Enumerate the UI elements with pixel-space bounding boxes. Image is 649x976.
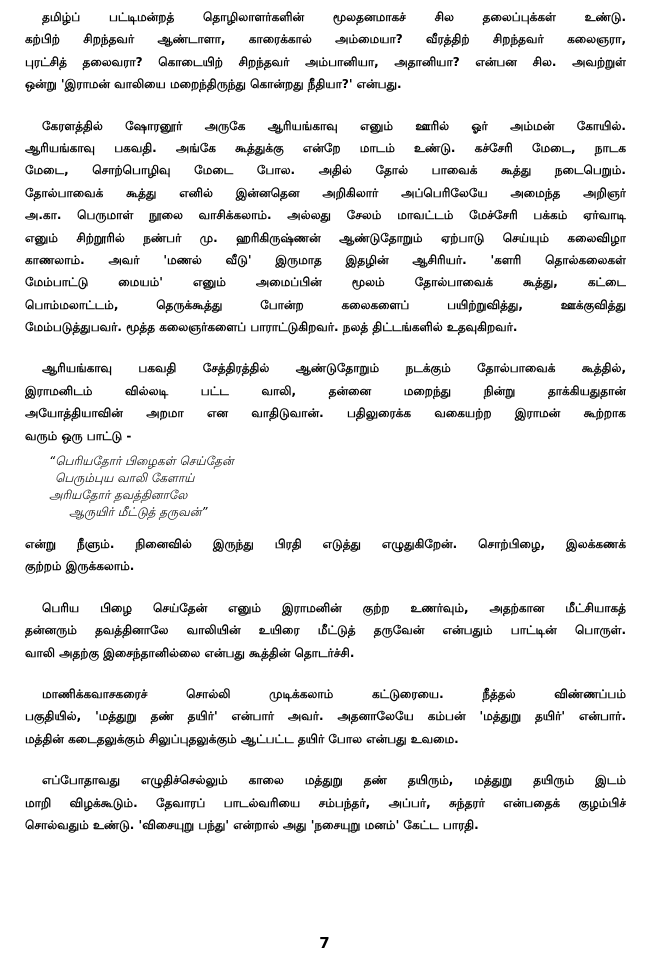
text-line: சொல்வதும் உண்டு. 'விசையுறு பந்து' என்றால் அது 'நசையுறு மனம்' கேட்ட பாரதி.	[25, 817, 479, 832]
text-line: கேரளத்தில் ஷோரனூர் அருகே ஆரியங்காவு எனும் ஊரில் ஓர் அம்மன் கோயில்.	[42, 118, 626, 133]
text-line: அ.கா. பெருமாள் நூலை வாசிக்கலாம். அல்லது சேலம் மாவட்டம் மேச்சேரி பக்கம் ஏர்வாடி	[25, 208, 626, 223]
poem-line: பெரும்புய வாலி கேளாய்	[55, 471, 195, 486]
text-line: காணலாம். அவர் 'மணல் வீடு' இருமாத இதழின் ஆசிரியர். 'களரி தொல்கலைகள்	[25, 252, 626, 267]
text-line: மாணிக்கவாசகரைச் சொல்லி முடிக்கலாம் கட்டுரையை. நீத்தல் விண்ணப்பம்	[42, 686, 626, 701]
text-line: வாலி அதற்கு இசைந்தானில்லை என்பது கூத்தின் தொடர்ச்சி.	[25, 645, 355, 660]
text-line: பொம்மலாட்டம், தெருக்கூத்து போன்ற கலைகளைப் பயிற்றுவித்து, ஊக்குவித்து	[25, 297, 626, 312]
text-line: மாறி விழக்கூடும். தேவாரப் பாடல்வரியை சம்பந்தர், அப்பர், சுந்தரர் என்பதைக் குழம்பிச்	[25, 795, 626, 810]
text-line: புரட்சித் தலைவரா? கொடையிற் சிறந்தவர் அம்பானியா, அதானியா? என்பன சில. அவற்றுள்	[25, 54, 626, 69]
page-body	[25, 6, 626, 855]
poem-line: அரியதோர் தவத்தினாலே	[49, 488, 188, 503]
text-line: எப்போதாவது எழுதிச்செல்லும் காலை மத்துறு தண் தயிரும், மத்துறு தயிரும் இடம்	[42, 773, 626, 788]
paragraph-5	[25, 597, 626, 664]
poem-line: ஆருயிர் மீட்டுத் தருவன்”	[69, 505, 208, 520]
paragraph-7	[25, 769, 626, 836]
text-line: எனும் சிற்றூரில் நண்பர் மு. ஹரிகிருஷ்ணன் ஆண்டுதோறும் ஏற்பாடு செய்யும் கலைவிழா	[25, 230, 626, 245]
text-line: தமிழ்ப் பட்டிமன்றத் தொழிலாளர்களின் மூலதனமாகச் சில தலைப்புக்கள் உண்டு.	[42, 10, 626, 24]
text-line: ஆரியங்காவு பகவதி சேத்திரத்தில் ஆண்டுதோறும் நடக்கும் தோல்பாவைக் கூத்தில்,	[42, 361, 626, 376]
text-line: மத்தின் கடைதலுக்கும் சிலுப்புதலுக்கும் ஆட்பட்ட தயிர் போல என்பது உவமை.	[25, 731, 459, 746]
page-number: 7	[319, 934, 330, 952]
paragraph-1	[25, 6, 626, 96]
paragraph-3	[25, 357, 626, 447]
paragraph-4	[25, 533, 626, 578]
text-line: மேம்பாட்டு மையம்' எனும் அமைப்பின் மூலம் தோல்பாவைக் கூத்து, கட்டை	[25, 275, 626, 290]
text-line: ஆரியங்காவு பகவதி. அங்கே கூத்துக்கு என்றே மாடம் உண்டு. கச்சேரி மேடை, நாடக	[25, 140, 626, 155]
text-line: பகுதியில், 'மத்துறு தண் தயிர்' என்பார் அவர். அதனாலேயே கம்பன் 'மத்துறு தயிர்' என்பார்.	[25, 709, 626, 724]
text-line: குற்றம் இருக்கலாம்.	[25, 559, 135, 574]
text-line: தன்னரும் தவத்தினாலே வாலியின் உயிரை மீட்டுத் தருவேன் என்பதும் பாட்டின் பொருள்.	[25, 623, 626, 638]
text-line: வரும் ஒரு பாட்டு -	[25, 428, 132, 443]
text-line: ஒன்று 'இராமன் வாலியை மறைந்திருந்து கொன்றது நீதியா?' என்பது.	[25, 77, 402, 92]
poem-quote	[49, 453, 626, 521]
text-line: அயோத்தியாவின் அறமா என வாதிடுவான். பதிலுரைக்க வகையற்ற இராமன் கூற்றாக	[25, 406, 626, 421]
text-line: கற்பிற் சிறந்தவர் ஆண்டாளா, காரைக்கால் அம்மையா? வீரத்திற் சிறந்தவர் கலைஞரா,	[25, 32, 626, 47]
poem-line: “பெரியதோர் பிழைகள் செய்தேன்	[49, 454, 234, 469]
text-line: இராமனிடம் வில்லடி பட்ட வாலி, தன்னை மறைந்து நின்று தாக்கியதுதான்	[25, 383, 626, 398]
text-line: என்று நீளும். நினைவில் இருந்து பிரதி எடுத்து எழுதுகிறேன். சொற்பிழை, இலக்கணக்	[25, 537, 626, 552]
paragraph-2	[25, 115, 626, 339]
paragraph-6	[25, 683, 626, 750]
text-line: பெரிய பிழை செய்தேன் எனும் இராமனின் குற்ற உணர்வும், அதற்கான மீட்சியாகத்	[42, 600, 626, 615]
text-line: மேம்படுத்துபவர். மூத்த கலைஞர்களைப் பாராட்டுகிறவர். நலத் திட்டங்களில் உதவுகிறவர்.	[25, 320, 518, 335]
text-line: மேடை, சொற்பொழிவு மேடை போல. அதில் தோல் பாவைக் கூத்து நடைபெறும்.	[25, 163, 626, 178]
text-line: தோல்பாவைக் கூத்து எனில் இன்னதென அறிகிலார் அப்பெரிலேயே அமைந்த அறிஞர்	[25, 185, 626, 200]
